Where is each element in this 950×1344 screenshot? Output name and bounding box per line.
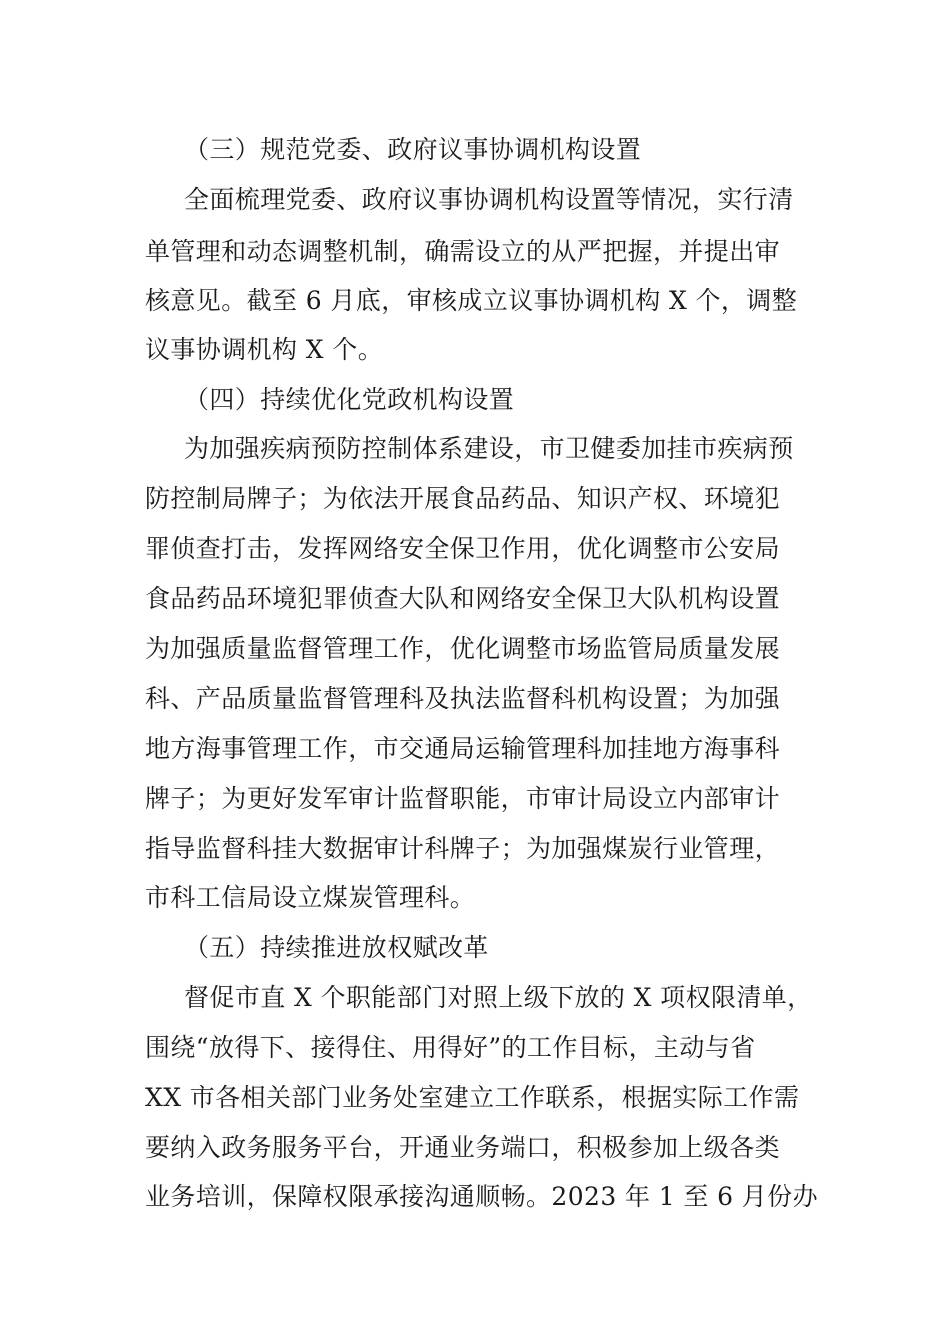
section-heading-5: （五）持续推进放权赋改革 (184, 933, 489, 962)
paragraph-line: 为加强质量监督管理工作，优化调整市场监管局质量发展 (145, 634, 781, 663)
paragraph-line: 单管理和动态调整机制，确需设立的从严把握，并提出审 (145, 237, 781, 266)
paragraph-line: 为加强疾病预防控制体系建设，市卫健委加挂市疾病预 (184, 434, 794, 463)
paragraph-line: 防控制局牌子；为依法开展食品药品、知识产权、环境犯 (145, 484, 781, 513)
paragraph-line: 议事协调机构 X 个。 (145, 335, 384, 364)
paragraph-line: 围绕“放得下、接得住、用得好”的工作目标，主动与省 (145, 1033, 756, 1062)
paragraph-line: 市科工信局设立煤炭管理科。 (145, 883, 476, 912)
paragraph-line: 地方海事管理工作，市交通局运输管理科加挂地方海事科 (145, 734, 781, 763)
section-heading-3: （三）规范党委、政府议事协调机构设置 (184, 135, 642, 164)
paragraph-line: 罪侦查打击，发挥网络安全保卫作用，优化调整市公安局 (145, 534, 781, 563)
paragraph-line: XX 市各相关部门业务处室建立工作联系，根据实际工作需 (145, 1083, 800, 1112)
paragraph-line: 食品药品环境犯罪侦查大队和网络安全保卫大队机构设置 (145, 584, 781, 613)
paragraph-line: 业务培训，保障权限承接沟通顺畅。2023 年 1 至 6 月份办 (145, 1182, 818, 1211)
paragraph-line: 全面梳理党委、政府议事协调机构设置等情况，实行清 (184, 185, 794, 214)
paragraph-line: 督促市直 X 个职能部门对照上级下放的 X 项权限清单， (184, 983, 813, 1012)
paragraph-line: 牌子；为更好发军审计监督职能，市审计局设立内部审计 (145, 784, 781, 813)
section-heading-4: （四）持续优化党政机构设置 (184, 385, 515, 414)
paragraph-line: 指导监督科挂大数据审计科牌子；为加强煤炭行业管理， (145, 834, 781, 863)
paragraph-line: 核意见。截至 6 月底，审核成立议事协调机构 X 个，调整 (145, 286, 798, 315)
paragraph-line: 科、产品质量监督管理科及执法监督科机构设置；为加强 (145, 684, 781, 713)
paragraph-line: 要纳入政务服务平台，开通业务端口，积极参加上级各类 (145, 1133, 781, 1162)
